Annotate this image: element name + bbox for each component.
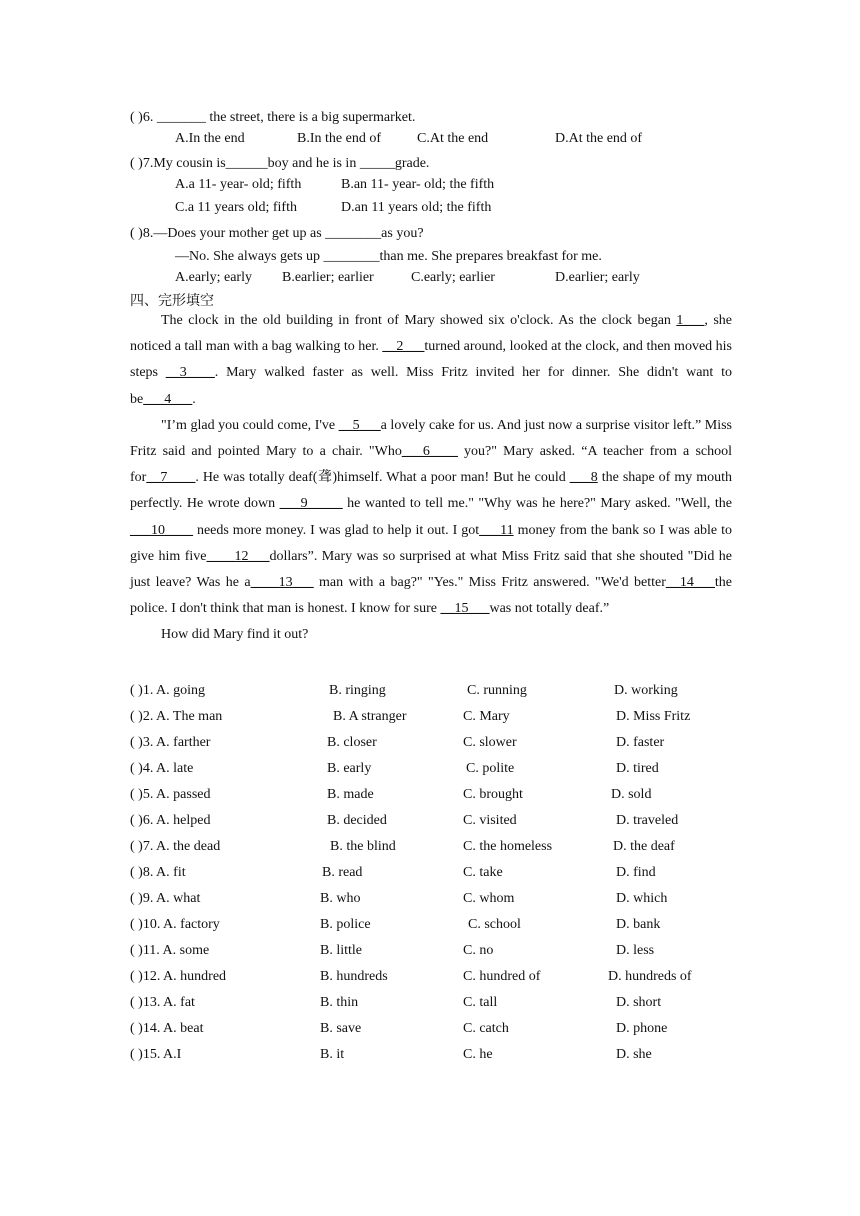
option-c: C. take — [463, 865, 503, 880]
option-c: C. hundred of — [463, 969, 541, 984]
option-c: C. tall — [463, 995, 498, 1010]
option-d: D. tired — [616, 761, 659, 776]
option-d: D. less — [616, 943, 655, 958]
option-c: C. he — [463, 1047, 493, 1062]
option-d: D. faster — [616, 735, 665, 750]
blank-6: ___6____ — [401, 444, 458, 460]
option-c: C. slower — [463, 735, 517, 750]
option-a: ( )5. A. passed — [130, 787, 211, 802]
option-c: C. no — [463, 943, 494, 958]
passage-paragraph-2: "I’m glad you could come, I've __5___a lovely cake for us. And just now a surprise visitor left.” Miss Fritz said and pointed Mary to a chair. "Who___6____ you?" Mary asked. “A teacher from a school for__7____. He was totally deaf(聋)himself. What a poor man! But he could ___8 the shape of my mouth perfectly. He wrote down ___9_____ he wanted to tell me." "Why was he here?" Mary asked. "Well, the ___10____ needs more money. I was glad to help it out. I got___11 money from the bank so I was able to give him five____12___dollars”. Mary was so surprised at what Miss Fritz said that she shouted "Did he just leave? Was he a____13___ man with a bag?" "Yes." Miss Fritz answered. "We'd better__14___the police. I don't think that man is honest. I know for sure __15___was not totally deaf.” — [130, 417, 733, 617]
option-c: C.a 11 years old; fifth — [175, 200, 297, 215]
option-a: ( )14. A. beat — [130, 1021, 204, 1036]
option-a: A.In the end — [175, 131, 245, 146]
option-a: ( )12. A. hundred — [130, 969, 227, 984]
option-c: C. brought — [463, 787, 523, 802]
option-b: B. who — [320, 891, 361, 906]
blank-1: 1___ — [676, 313, 705, 328]
option-c: C. running — [467, 683, 527, 698]
option-b: B.earlier; earlier — [282, 270, 374, 285]
option-b: B. the blind — [330, 839, 396, 854]
option-b: B. closer — [327, 735, 377, 750]
option-b: B. made — [327, 787, 374, 802]
option-a: ( )3. A. farther — [130, 735, 211, 750]
option-d: D. which — [616, 891, 668, 906]
blank-5: __5___ — [338, 417, 381, 433]
blank-8: ___8 — [569, 470, 598, 486]
blank-4: ___4___ — [143, 391, 193, 407]
option-d: D. working — [614, 683, 678, 698]
option-d: D.At the end of — [555, 131, 643, 146]
option-c: C.early; earlier — [411, 270, 495, 285]
question-8-line2: —No. She always gets up ________than me. She prepares breakfast for me. — [175, 249, 602, 264]
blank-13: ____13___ — [250, 575, 314, 591]
blank-15: __15___ — [440, 601, 490, 617]
option-d: D.earlier; early — [555, 270, 640, 285]
option-b: B. save — [320, 1021, 362, 1036]
option-a: ( )7. A. the dead — [130, 839, 221, 854]
option-b: B. A stranger — [333, 709, 407, 724]
option-d: D. she — [616, 1047, 652, 1062]
option-a: A.early; early — [175, 270, 252, 285]
option-a: ( )4. A. late — [130, 761, 194, 776]
option-a: ( )6. A. helped — [130, 813, 211, 828]
option-a: ( )15. A.I — [130, 1047, 182, 1062]
blank-2: __2___ — [382, 339, 425, 355]
option-b: B. police — [320, 917, 371, 932]
option-d: D. the deaf — [613, 839, 675, 854]
section-title: 四、完形填空 — [130, 294, 214, 309]
blank-7: __7____ — [146, 470, 196, 486]
option-b: B. hundreds — [320, 969, 388, 984]
option-d: D. short — [616, 995, 662, 1010]
option-a: ( )13. A. fat — [130, 995, 195, 1010]
option-b: B. ringing — [329, 683, 386, 698]
option-d: D. Miss Fritz — [616, 709, 691, 724]
option-b: B. decided — [327, 813, 387, 828]
option-a: ( )8. A. fit — [130, 865, 186, 880]
option-a: ( )1. A. going — [130, 683, 206, 698]
option-b: B. thin — [320, 995, 359, 1010]
option-c: C. the homeless — [463, 839, 553, 854]
passage-question: How did Mary find it out? — [161, 627, 309, 643]
option-a: ( )10. A. factory — [130, 917, 220, 932]
option-b: B. early — [327, 761, 372, 776]
option-c: C.At the end — [417, 131, 489, 146]
blank-12: ____12___ — [206, 548, 270, 564]
option-c: C. Mary — [463, 709, 510, 724]
option-b: B. read — [322, 865, 363, 880]
option-d: D. bank — [616, 917, 661, 932]
option-d: D. hundreds of — [608, 969, 692, 984]
option-d: D. traveled — [616, 813, 679, 828]
option-d: D. sold — [611, 787, 652, 802]
option-a: ( )2. A. The man — [130, 709, 223, 724]
question-8-stem: ( )8.—Does your mother get up as ________as you? — [130, 226, 424, 241]
option-b: B.In the end of — [297, 131, 381, 146]
passage-paragraph-1: The clock in the old building in front of Mary showed six o'clock. As the clock began 1___, she noticed a tall man with a bag walking to her. __2___turned around, looked at the clock, and then moved his steps __3____. Mary walked faster as well. Miss Fritz invited her for dinner. She didn't want to be___4___. — [130, 313, 733, 407]
option-a: ( )11. A. some — [130, 943, 210, 958]
question-7-stem: ( )7.My cousin is______boy and he is in _____grade. — [130, 156, 430, 171]
option-a: ( )9. A. what — [130, 891, 201, 906]
blank-14: __14___ — [665, 575, 715, 591]
question-6-stem: ( )6. _______ the street, there is a big supermarket. — [130, 110, 416, 125]
blank-3: __3____ — [165, 365, 215, 381]
option-c: C. school — [468, 917, 521, 932]
option-d: D. phone — [616, 1021, 668, 1036]
option-d: D. find — [616, 865, 656, 880]
option-c: C. polite — [466, 761, 515, 776]
cloze-passage — [130, 308, 732, 649]
option-c: C. catch — [463, 1021, 509, 1036]
blank-10: ___10____ — [130, 522, 193, 538]
option-b: B.an 11- year- old; the fifth — [341, 177, 495, 192]
blank-9: ___9_____ — [279, 496, 343, 512]
option-a: A.a 11- year- old; fifth — [175, 177, 302, 192]
option-c: C. visited — [463, 813, 517, 828]
option-c: C. whom — [463, 891, 515, 906]
blank-11: ___11 — [479, 522, 514, 538]
option-d: D.an 11 years old; the fifth — [341, 200, 492, 215]
option-b: B. it — [320, 1047, 345, 1062]
option-b: B. little — [320, 943, 362, 958]
